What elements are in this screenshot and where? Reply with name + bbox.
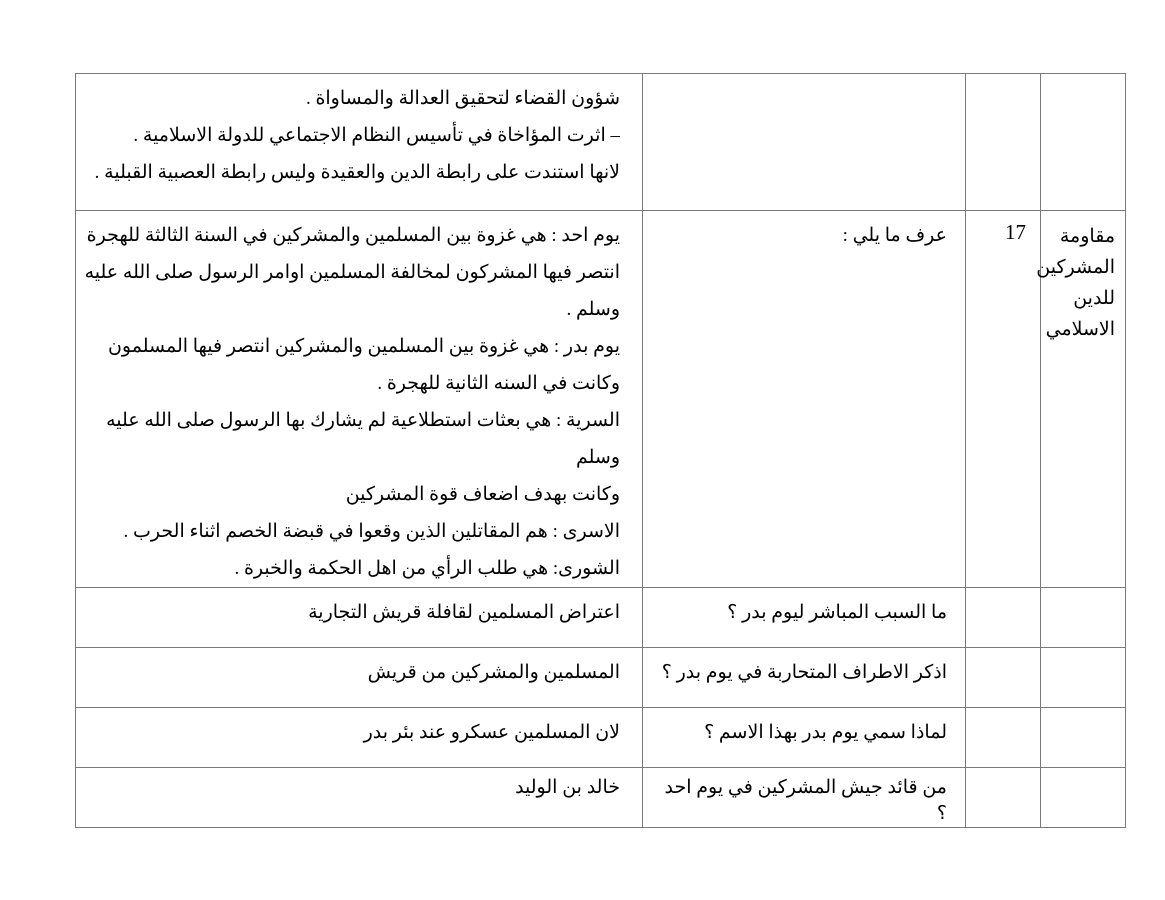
answer-cell bbox=[76, 648, 643, 708]
answer-line: شؤون القضاء لتحقيق العدالة والمساواة . bbox=[305, 88, 620, 109]
answer-line: لانها استندت على رابطة الدين والعقيدة وليس رابطة العصبية القبلية . bbox=[94, 162, 620, 183]
number-cell bbox=[966, 211, 1041, 588]
answer-cell bbox=[76, 588, 643, 648]
unit-cell bbox=[1041, 74, 1126, 211]
answer-line: يوم احد : هي غزوة بين المسلمين والمشركين في السنة الثالثة للهجرة bbox=[86, 225, 620, 246]
answer-line: يوم بدر : هي غزوة بين المسلمين والمشركين انتصر فيها المسلمون bbox=[107, 336, 620, 357]
question-cell bbox=[643, 211, 966, 588]
lesson-table bbox=[75, 73, 1126, 828]
unit-title: مقاومة المشركين للدين الاسلامي bbox=[1036, 226, 1115, 340]
unit-cell bbox=[1041, 588, 1126, 648]
question-cell bbox=[643, 768, 966, 828]
answer-line: وكانت في السنه الثانية للهجرة . bbox=[377, 373, 620, 394]
answer-lines bbox=[76, 74, 642, 191]
number-cell bbox=[966, 74, 1041, 211]
answer-cell bbox=[76, 768, 643, 828]
answer-line: الشورى: هي طلب الرأي من اهل الحكمة والخبرة . bbox=[234, 558, 620, 579]
answer-text: اعتراض المسلمين لقافلة قريش التجارية bbox=[308, 602, 620, 623]
answer-line: الاسرى : هم المقاتلين الذين وقعوا في قبضة الخصم اثناء الحرب . bbox=[123, 521, 620, 542]
number-cell bbox=[966, 588, 1041, 648]
answer-line: – اثرت المؤاخاة في تأسيس النظام الاجتماعي للدولة الاسلامية . bbox=[133, 125, 620, 146]
table-row bbox=[76, 768, 1126, 828]
number-cell bbox=[966, 768, 1041, 828]
answer-lines bbox=[76, 211, 642, 587]
table-row bbox=[76, 211, 1126, 588]
question-cell bbox=[643, 74, 966, 211]
question-number: 17 bbox=[1005, 220, 1026, 244]
answer-line: وسلم . bbox=[566, 299, 620, 320]
question-text: عرف ما يلي : bbox=[842, 225, 947, 246]
question-cell bbox=[643, 648, 966, 708]
table-row bbox=[76, 648, 1126, 708]
answer-text: لان المسلمين عسكرو عند بئر بدر bbox=[363, 722, 620, 743]
answer-text: خالد بن الوليد bbox=[515, 777, 620, 798]
table-row bbox=[76, 588, 1126, 648]
answer-line: السرية : هي بعثات استطلاعية لم يشارك بها الرسول صلى الله عليه وسلم bbox=[106, 410, 620, 468]
answer-text: المسلمين والمشركين من قريش bbox=[367, 662, 620, 683]
number-cell bbox=[966, 708, 1041, 768]
unit-cell bbox=[1041, 768, 1126, 828]
unit-cell bbox=[1036, 211, 1126, 588]
answer-cell bbox=[76, 211, 643, 588]
answer-line: وكانت بهدف اضعاف قوة المشركين bbox=[345, 484, 620, 505]
question-text: لماذا سمي يوم بدر بهذا الاسم ؟ bbox=[704, 722, 947, 743]
answer-line: انتصر فيها المشركون لمخالفة المسلمين اوامر الرسول صلى الله عليه bbox=[84, 262, 620, 283]
answer-cell bbox=[76, 74, 643, 211]
question-cell bbox=[643, 708, 966, 768]
unit-cell bbox=[1041, 648, 1126, 708]
number-cell bbox=[966, 648, 1041, 708]
question-cell bbox=[643, 588, 966, 648]
table-row bbox=[76, 708, 1126, 768]
question-text: ما السبب المباشر ليوم بدر ؟ bbox=[727, 602, 947, 623]
table-row bbox=[76, 74, 1126, 211]
question-text: من قائد جيش المشركين في يوم احد ؟ bbox=[664, 777, 947, 824]
unit-cell bbox=[1041, 708, 1126, 768]
answer-cell bbox=[76, 708, 643, 768]
question-text: اذكر الاطراف المتحاربة في يوم بدر ؟ bbox=[661, 662, 947, 683]
